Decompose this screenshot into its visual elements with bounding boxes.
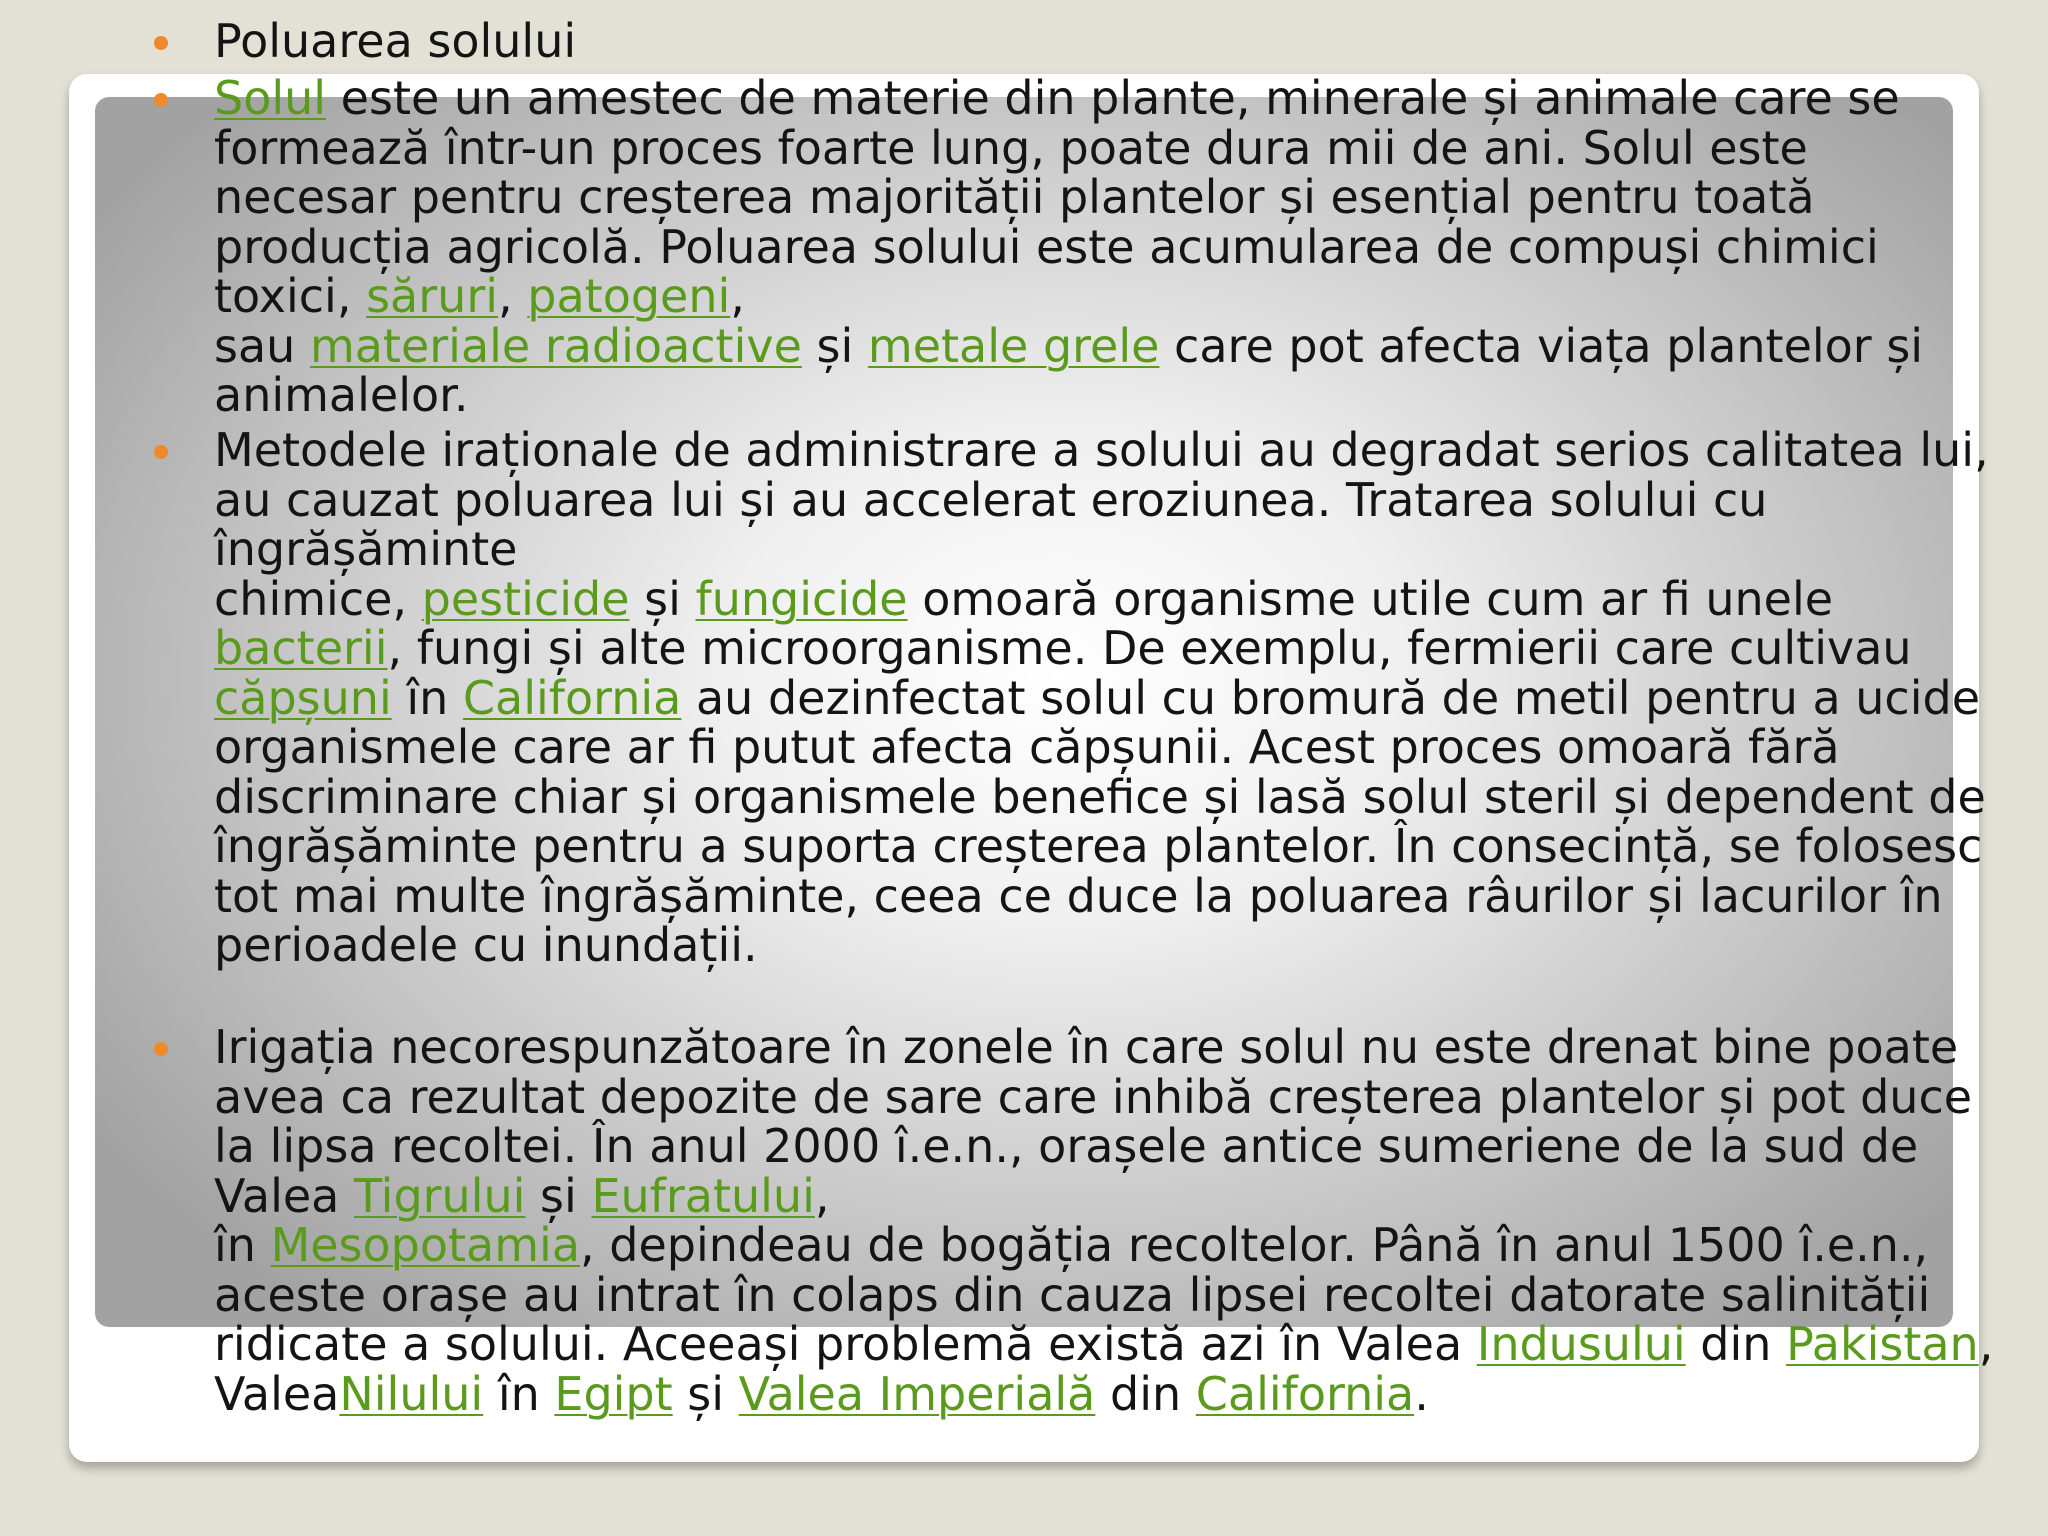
text-run: , bbox=[814, 1168, 830, 1223]
text-run: în bbox=[391, 670, 463, 725]
hyperlink[interactable]: California bbox=[462, 670, 682, 725]
bullet-item-title bbox=[214, 14, 2004, 68]
hyperlink[interactable]: Eufratului bbox=[591, 1168, 815, 1223]
hyperlink[interactable]: săruri bbox=[366, 269, 499, 323]
bullet-text bbox=[214, 71, 1923, 422]
bullet-text bbox=[214, 1020, 1993, 1421]
text-run: sau bbox=[214, 318, 310, 373]
text-run: au dezinfectat solul cu bromură de metil pentru a ucide organismele care ar fi putut afecta căpșunii. Acest proces omoară fără discriminare chiar și organismele benefice și lasă solul steril și dependent de îngrășăminte pentru a suporta creșterea plantelor. În consecință, se folosesc tot mai multe îngrășăminte, ceea ce duce la poluarea râurilor și lacurilor în perioadele cu inundații. bbox=[214, 670, 1986, 972]
text-run: , bbox=[498, 269, 528, 323]
text-run: și bbox=[525, 1168, 592, 1223]
text-run: omoară organisme utile cum ar fi unele bbox=[907, 571, 1834, 626]
text-run: Metodele iraționale de administrare a solului au degradat serios calitatea lui, au cauzat poluarea lui și au accelerat eroziunea. Tratarea solului cu îngrășăminte bbox=[214, 423, 1989, 576]
text-run: și bbox=[672, 1366, 739, 1421]
hyperlink[interactable]: Valea Imperială bbox=[738, 1366, 1096, 1421]
bullet-item-irrigation bbox=[214, 1020, 2004, 1421]
bullet-item-soil-definition bbox=[214, 71, 2004, 422]
bullet-text bbox=[214, 14, 576, 68]
bullet-text bbox=[214, 423, 1989, 972]
text-run: chimice, bbox=[214, 571, 422, 626]
text-run: , depindeau de bogăția recoltelor. Până în anul 1500 î.e.n., aceste orașe au intrat în colaps din cauza lipsei recoltei datorate salinității ridicate a solului. Aceeași problemă există azi în Valea bbox=[214, 1218, 1931, 1371]
hyperlink[interactable]: patogeni bbox=[527, 269, 731, 323]
text-run: , fungi și alte microorganisme. De exemplu, fermierii care cultivau bbox=[387, 621, 1912, 675]
hyperlink[interactable]: metale grele bbox=[867, 318, 1160, 373]
hyperlink[interactable]: Mesopotamia bbox=[270, 1218, 581, 1272]
bullet-dot-icon bbox=[154, 1042, 168, 1056]
bullet-item-management-methods bbox=[214, 423, 2004, 972]
hyperlink[interactable]: Solul bbox=[214, 71, 327, 125]
hyperlink[interactable]: Pakistan bbox=[1786, 1317, 1979, 1371]
text-run: în bbox=[483, 1366, 555, 1421]
hyperlink[interactable]: Indusului bbox=[1476, 1317, 1686, 1371]
text-run: din bbox=[1095, 1366, 1196, 1421]
hyperlink[interactable]: fungicide bbox=[695, 571, 908, 626]
text-run: Poluarea solului bbox=[214, 14, 577, 68]
text-run: Irigația necorespunzătoare în zonele în care solul nu este drenat bine poate avea ca rezultat depozite de sare care inhibă creșterea plantelor și pot duce la lipsa recoltei. În anul 2000 î.e.n., orașele antice sumeriene de la sud de Valea bbox=[214, 1020, 1973, 1223]
text-run: în bbox=[214, 1218, 271, 1272]
text-run: și bbox=[801, 318, 868, 373]
hyperlink[interactable]: materiale radioactive bbox=[309, 318, 802, 373]
text-run: Valea bbox=[214, 1366, 340, 1421]
text-run: și bbox=[629, 571, 696, 626]
text-run: , bbox=[1978, 1317, 1994, 1371]
bullet-dot-icon bbox=[154, 445, 168, 459]
text-run: , bbox=[730, 269, 745, 323]
hyperlink[interactable]: Nilului bbox=[339, 1366, 484, 1421]
hyperlink[interactable]: căpșuni bbox=[214, 670, 392, 725]
text-run: care pot afecta viața plantelor și animalelor. bbox=[214, 318, 1924, 422]
text-run: din bbox=[1685, 1317, 1787, 1371]
hyperlink[interactable]: bacterii bbox=[214, 621, 388, 675]
hyperlink[interactable]: California bbox=[1195, 1366, 1415, 1421]
text-run: . bbox=[1414, 1366, 1429, 1421]
bullet-dot-icon bbox=[154, 93, 168, 107]
hyperlink[interactable]: Egipt bbox=[554, 1366, 673, 1421]
hyperlink[interactable]: pesticide bbox=[421, 571, 630, 626]
bullet-dot-icon bbox=[154, 36, 168, 50]
hyperlink[interactable]: Tigrului bbox=[353, 1168, 526, 1223]
text-run: este un amestec de materie din plante, minerale și animale care se formează într-un proces foarte lung, poate dura mii de ani. Solul este necesar pentru creșterea majorității plantelor și esențial pentru toată producția agricolă. Poluarea solului este acumularea de compuși chimici toxici, bbox=[214, 71, 1900, 323]
